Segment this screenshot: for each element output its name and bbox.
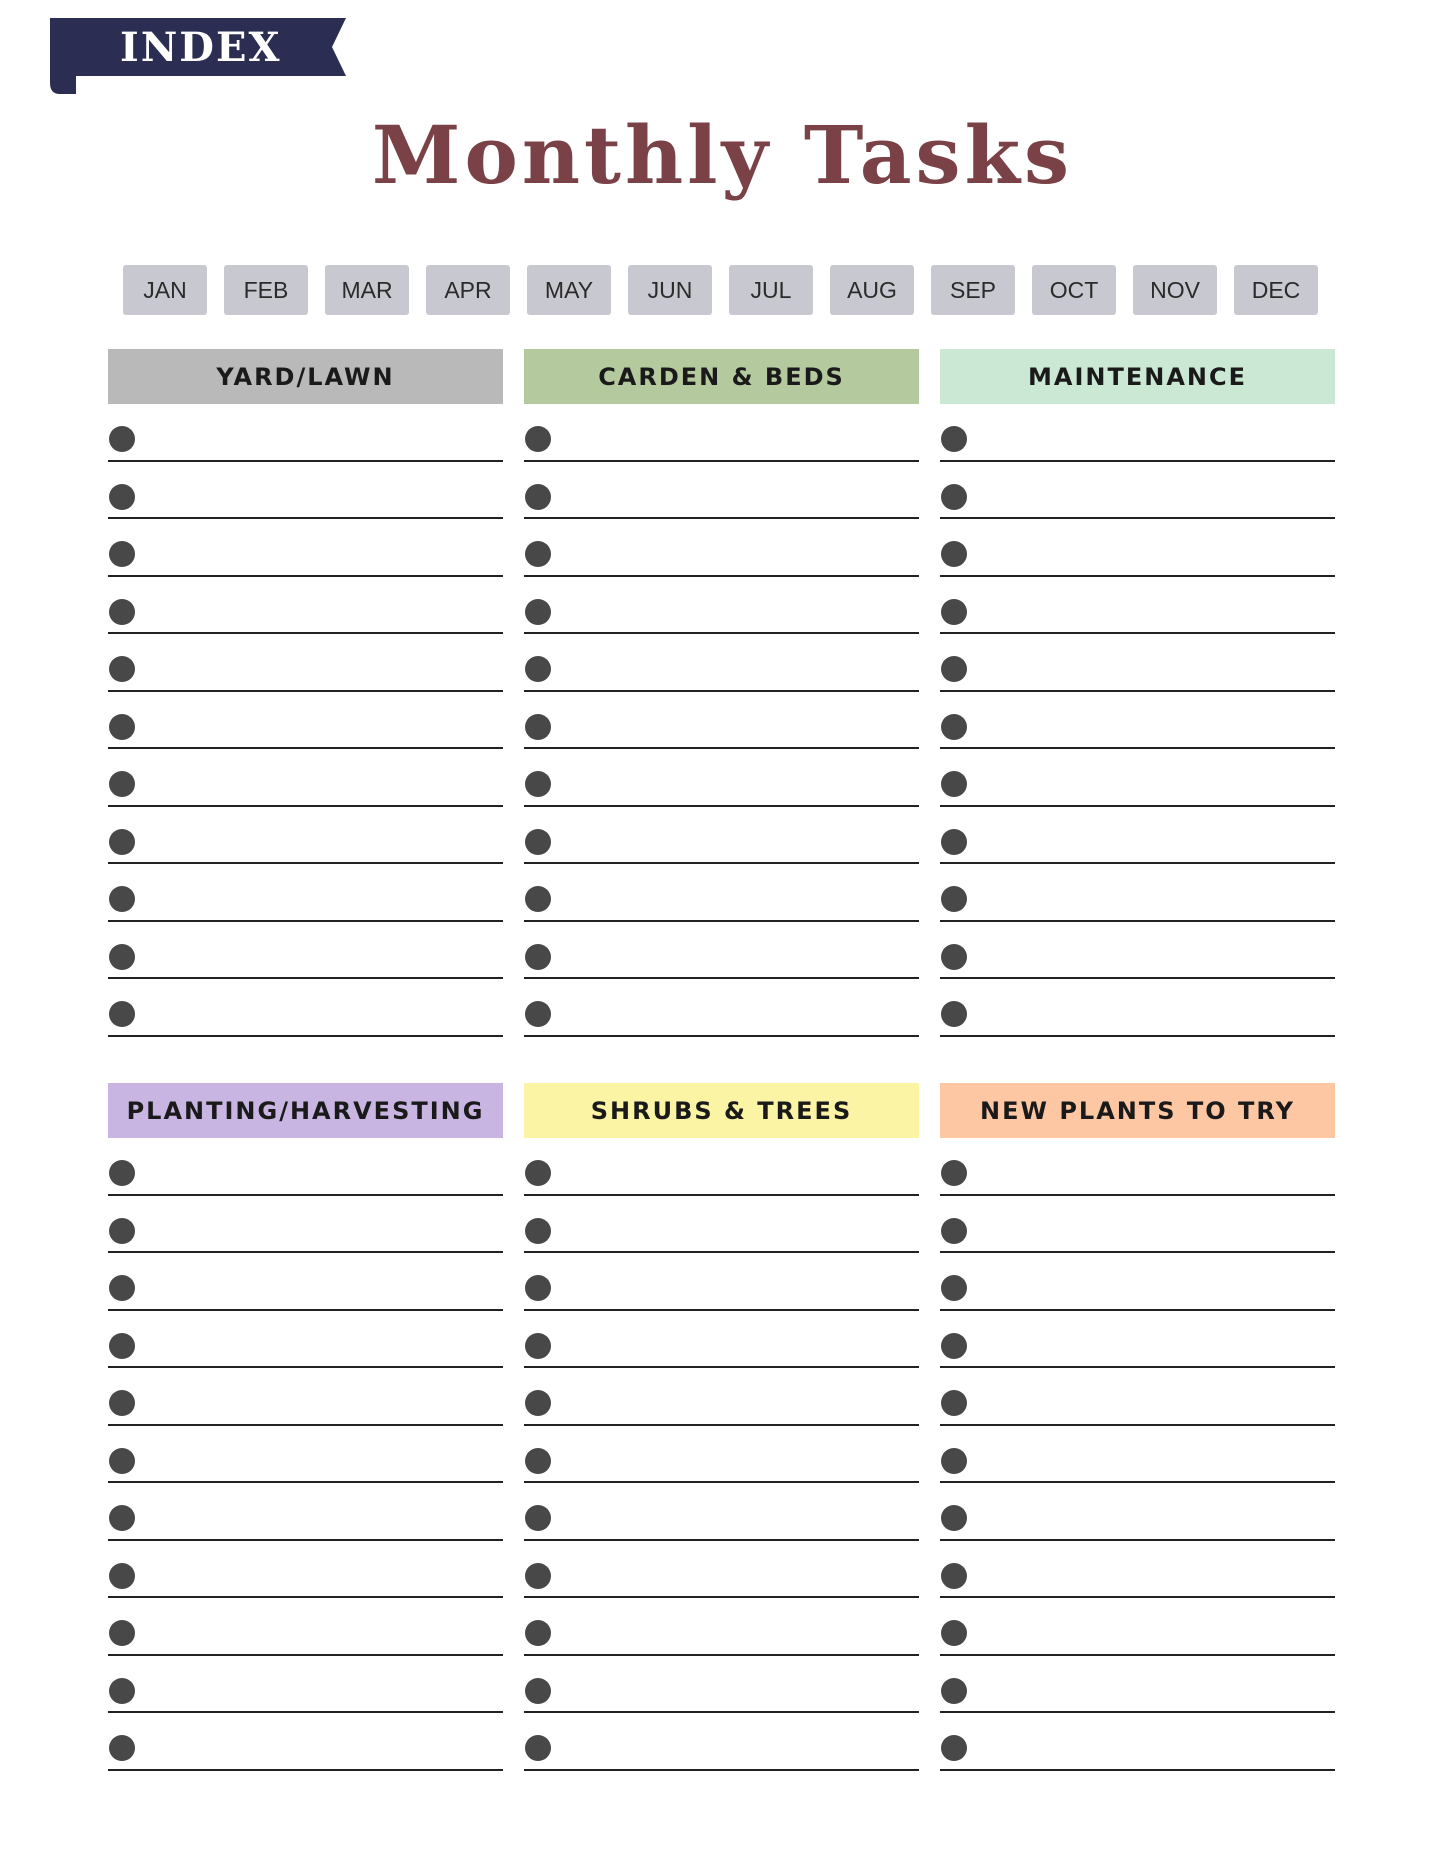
- bullet-icon: [109, 1001, 135, 1027]
- task-line[interactable]: [108, 807, 503, 865]
- bullet-icon: [109, 1678, 135, 1704]
- task-line[interactable]: [108, 692, 503, 750]
- bullet-icon: [109, 944, 135, 970]
- bullet-icon: [941, 484, 967, 510]
- bullet-icon: [525, 1735, 551, 1761]
- bullet-icon: [941, 1218, 967, 1244]
- task-line[interactable]: [940, 519, 1335, 577]
- bullet-icon: [109, 1390, 135, 1416]
- task-line[interactable]: [940, 1138, 1335, 1196]
- section-shrubs-trees: [524, 1083, 919, 1771]
- task-list: [108, 1138, 503, 1771]
- bullet-icon: [109, 1563, 135, 1589]
- bullet-icon: [525, 541, 551, 567]
- bullet-icon: [109, 1448, 135, 1474]
- bullet-icon: [525, 1563, 551, 1589]
- month-tab-nov[interactable]: NOV: [1133, 265, 1217, 315]
- task-line[interactable]: [524, 1426, 919, 1484]
- section-carden-beds: [524, 349, 919, 1037]
- task-line[interactable]: [108, 577, 503, 635]
- task-line[interactable]: [940, 1196, 1335, 1254]
- task-line[interactable]: [524, 692, 919, 750]
- task-line[interactable]: [108, 634, 503, 692]
- bullet-icon: [525, 1001, 551, 1027]
- bullet-icon: [525, 1448, 551, 1474]
- bullet-icon: [109, 1218, 135, 1244]
- task-line[interactable]: [940, 577, 1335, 635]
- task-line[interactable]: [524, 1598, 919, 1656]
- task-line[interactable]: [524, 1713, 919, 1771]
- task-line[interactable]: [524, 807, 919, 865]
- task-line[interactable]: [940, 864, 1335, 922]
- bullet-icon: [941, 1563, 967, 1589]
- bullet-icon: [941, 829, 967, 855]
- bullet-icon: [941, 1620, 967, 1646]
- task-line[interactable]: [940, 1483, 1335, 1541]
- task-line[interactable]: [108, 1656, 503, 1714]
- bullet-icon: [525, 944, 551, 970]
- task-line[interactable]: [524, 1138, 919, 1196]
- bullet-icon: [941, 1735, 967, 1761]
- bullet-icon: [525, 1390, 551, 1416]
- task-line[interactable]: [940, 749, 1335, 807]
- task-line[interactable]: [940, 1311, 1335, 1369]
- task-line[interactable]: [524, 864, 919, 922]
- task-line[interactable]: [524, 922, 919, 980]
- task-line[interactable]: [524, 1196, 919, 1254]
- bullet-icon: [109, 1275, 135, 1301]
- task-line[interactable]: [940, 1253, 1335, 1311]
- bullet-icon: [941, 1333, 967, 1359]
- task-line[interactable]: [108, 1483, 503, 1541]
- bullet-icon: [109, 1160, 135, 1186]
- task-line[interactable]: [524, 462, 919, 520]
- section-header: NEW PLANTS TO TRY: [940, 1083, 1335, 1138]
- bullet-icon: [941, 1275, 967, 1301]
- month-tab-jul[interactable]: JUL: [729, 265, 813, 315]
- bullet-icon: [941, 1678, 967, 1704]
- task-line[interactable]: [524, 749, 919, 807]
- task-line[interactable]: [524, 1253, 919, 1311]
- section-header: CARDEN & BEDS: [524, 349, 919, 404]
- page-title: Monthly Tasks: [371, 108, 1074, 202]
- task-line[interactable]: [940, 1368, 1335, 1426]
- task-line[interactable]: [108, 864, 503, 922]
- index-label: INDEX: [120, 24, 282, 71]
- month-tab-jun[interactable]: JUN: [628, 265, 712, 315]
- task-line[interactable]: [108, 1541, 503, 1599]
- task-line[interactable]: [108, 1426, 503, 1484]
- task-list: [108, 404, 503, 1037]
- task-line[interactable]: [524, 1656, 919, 1714]
- task-line[interactable]: [108, 922, 503, 980]
- task-list: [940, 404, 1335, 1037]
- month-tab-oct[interactable]: OCT: [1032, 265, 1116, 315]
- bullet-icon: [525, 1275, 551, 1301]
- bullet-icon: [109, 1333, 135, 1359]
- task-line[interactable]: [108, 979, 503, 1037]
- bullet-icon: [525, 714, 551, 740]
- bullet-icon: [109, 1620, 135, 1646]
- task-line[interactable]: [940, 1656, 1335, 1714]
- bullet-icon: [941, 1448, 967, 1474]
- task-line[interactable]: [940, 1713, 1335, 1771]
- task-line[interactable]: [108, 519, 503, 577]
- section-maintenance: [940, 349, 1335, 1037]
- bullet-icon: [941, 599, 967, 625]
- task-line[interactable]: [940, 1426, 1335, 1484]
- task-list: [524, 404, 919, 1037]
- task-line[interactable]: [524, 404, 919, 462]
- bullet-icon: [109, 1735, 135, 1761]
- bullet-icon: [109, 1505, 135, 1531]
- section-header: MAINTENANCE: [940, 349, 1335, 404]
- bullet-icon: [109, 599, 135, 625]
- month-tab-jan[interactable]: JAN: [123, 265, 207, 315]
- bullet-icon: [109, 541, 135, 567]
- task-line[interactable]: [524, 577, 919, 635]
- section-yard-lawn: [108, 349, 503, 1037]
- bullet-icon: [525, 1505, 551, 1531]
- month-tab-dec[interactable]: DEC: [1234, 265, 1318, 315]
- task-line[interactable]: [940, 807, 1335, 865]
- task-line[interactable]: [940, 634, 1335, 692]
- section-planting-harvesting: [108, 1083, 503, 1771]
- bullet-icon: [941, 944, 967, 970]
- bullet-icon: [525, 1218, 551, 1244]
- bullet-icon: [109, 886, 135, 912]
- task-line[interactable]: [108, 1598, 503, 1656]
- bullet-icon: [525, 1678, 551, 1704]
- bullet-icon: [525, 656, 551, 682]
- bullet-icon: [525, 886, 551, 912]
- bullet-icon: [525, 1160, 551, 1186]
- bullet-icon: [525, 1620, 551, 1646]
- bullet-icon: [109, 829, 135, 855]
- task-line[interactable]: [940, 1598, 1335, 1656]
- bullet-icon: [109, 714, 135, 740]
- month-selector: [123, 265, 1318, 315]
- section-new-plants: [940, 1083, 1335, 1771]
- index-tab[interactable]: [50, 18, 346, 78]
- task-line[interactable]: [524, 634, 919, 692]
- task-line[interactable]: [524, 1541, 919, 1599]
- bullet-icon: [525, 484, 551, 510]
- bullet-icon: [525, 426, 551, 452]
- task-line[interactable]: [940, 692, 1335, 750]
- month-tab-apr[interactable]: APR: [426, 265, 510, 315]
- bullet-icon: [525, 829, 551, 855]
- task-line[interactable]: [108, 1368, 503, 1426]
- bullet-icon: [941, 1160, 967, 1186]
- bullet-icon: [941, 541, 967, 567]
- bullet-icon: [941, 771, 967, 797]
- section-header: SHRUBS & TREES: [524, 1083, 919, 1138]
- task-line[interactable]: [108, 1196, 503, 1254]
- bullet-icon: [525, 599, 551, 625]
- task-line[interactable]: [108, 1138, 503, 1196]
- month-tab-mar[interactable]: MAR: [325, 265, 409, 315]
- bullet-icon: [941, 426, 967, 452]
- bullet-icon: [525, 771, 551, 797]
- task-line[interactable]: [524, 519, 919, 577]
- task-line[interactable]: [940, 462, 1335, 520]
- task-line[interactable]: [108, 1713, 503, 1771]
- task-line[interactable]: [940, 404, 1335, 462]
- task-list: [940, 1138, 1335, 1771]
- month-tab-sep[interactable]: SEP: [931, 265, 1015, 315]
- task-line[interactable]: [524, 1311, 919, 1369]
- task-line[interactable]: [524, 1368, 919, 1426]
- bullet-icon: [941, 1505, 967, 1531]
- bullet-icon: [109, 771, 135, 797]
- task-line[interactable]: [524, 1483, 919, 1541]
- month-tab-aug[interactable]: AUG: [830, 265, 914, 315]
- month-tab-may[interactable]: MAY: [527, 265, 611, 315]
- section-header: PLANTING/HARVESTING: [108, 1083, 503, 1138]
- bullet-icon: [941, 656, 967, 682]
- bullet-icon: [941, 1390, 967, 1416]
- bullet-icon: [525, 1333, 551, 1359]
- task-line[interactable]: [108, 1311, 503, 1369]
- task-line[interactable]: [524, 979, 919, 1037]
- month-tab-feb[interactable]: FEB: [224, 265, 308, 315]
- task-line[interactable]: [108, 404, 503, 462]
- task-line[interactable]: [940, 1541, 1335, 1599]
- task-line[interactable]: [940, 979, 1335, 1037]
- bullet-icon: [941, 1001, 967, 1027]
- bullet-icon: [941, 886, 967, 912]
- task-line[interactable]: [108, 749, 503, 807]
- bullet-icon: [109, 484, 135, 510]
- bullet-icon: [941, 714, 967, 740]
- bullet-icon: [109, 426, 135, 452]
- section-header: YARD/LAWN: [108, 349, 503, 404]
- task-line[interactable]: [108, 462, 503, 520]
- task-list: [524, 1138, 919, 1771]
- task-line[interactable]: [940, 922, 1335, 980]
- task-line[interactable]: [108, 1253, 503, 1311]
- bullet-icon: [109, 656, 135, 682]
